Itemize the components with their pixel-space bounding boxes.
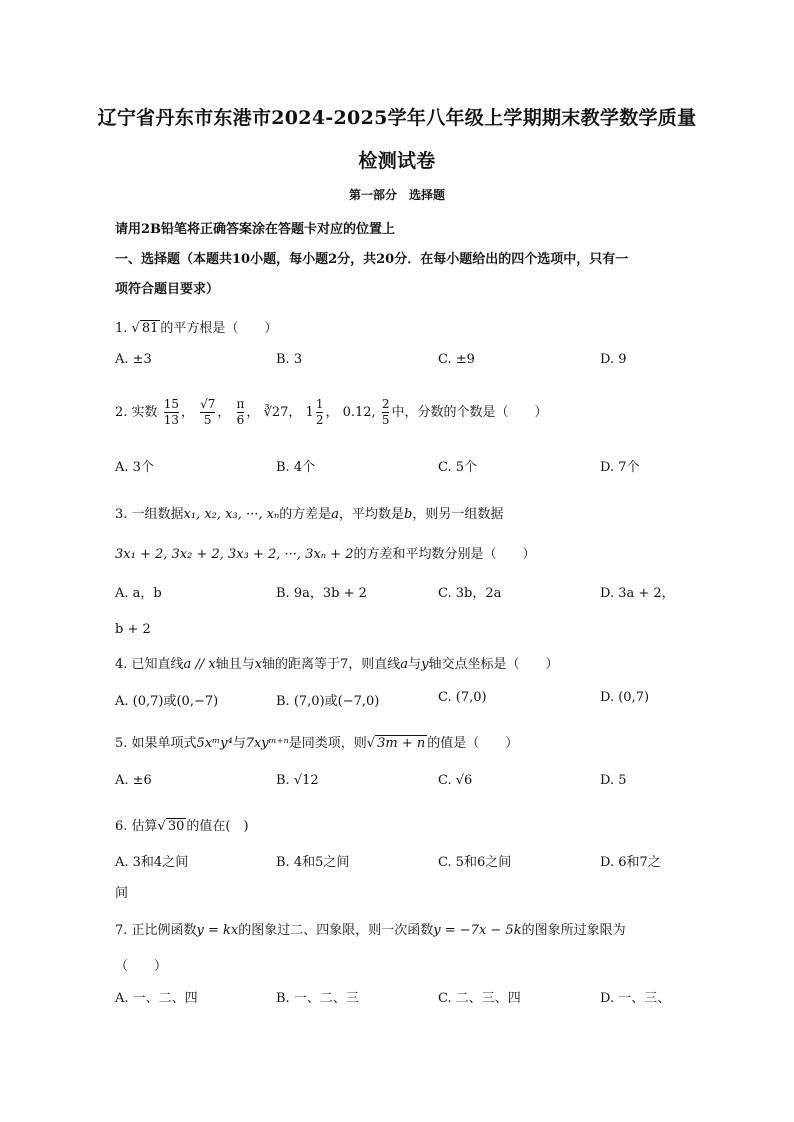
- q5-option-a: A. ±6: [115, 773, 152, 788]
- q2-option-a: A. 3个: [115, 460, 154, 475]
- sqrt-3m-n: √ 3m + n: [366, 736, 426, 751]
- q1-option-c: C. ±9: [438, 352, 475, 367]
- q5-option-d: D. 5: [600, 773, 627, 788]
- exam-title-line1: 辽宁省丹东市东港市2024-2025学年八年级上学期期末教学数学质量: [97, 107, 697, 129]
- q3-option-c: C. 3b，2a: [438, 586, 502, 601]
- fraction-pi-6: $\frac{\pi}{6}$: [236, 397, 245, 427]
- q7-option-d: D. 一、三、: [600, 991, 671, 1006]
- exam-title-line2: 检测试卷: [358, 150, 436, 172]
- section-heading-line2: 项符合题目要求）: [115, 282, 220, 297]
- fraction-1-2: $\frac{1}{2}$: [315, 397, 324, 427]
- sqrt-30: √ 30: [157, 819, 185, 834]
- q2-option-d: D. 7个: [600, 460, 640, 475]
- q3-option-b: B. 9a，3b + 2: [276, 586, 367, 601]
- q7-option-a: A. 一、二、四: [115, 991, 198, 1006]
- q1-option-d: D. 9: [600, 352, 627, 367]
- fraction-2-5: $\frac{2}{5}$: [381, 397, 390, 427]
- question-6: 6. 估算√ 30 的值在( ): [115, 819, 249, 834]
- q6-option-a: A. 3和4之间: [115, 855, 189, 870]
- question-4: 4. 已知直线a // x轴且与x轴的距离等于7，则直线a与y轴交点坐标是（ ）: [115, 657, 559, 672]
- q1-option-a: A. ±3: [115, 352, 152, 367]
- q3-option-a: A. a，b: [115, 586, 162, 601]
- part-heading: 第一部分 选择题: [348, 188, 445, 202]
- cube-root-27: ∛27: [263, 405, 289, 420]
- sqrt-81: √ 81: [131, 321, 159, 336]
- question-1: 1. √ 81 的平方根是（ ）: [115, 321, 278, 336]
- question-7: 7. 正比例函数y = kx的图象过二、四象限，则一次函数y = −7x − 5k的图象所过象限为: [115, 923, 626, 938]
- q4-option-c: C. (7,0): [438, 690, 487, 705]
- question-3-line2: 3x₁ + 2, 3x₂ + 2, 3x₃ + 2, ···, 3xₙ + 2的方差和平均数分别是（ ）: [115, 547, 536, 562]
- fraction-15-13: $\frac{15}{13}$: [163, 397, 179, 427]
- question-5: 5. 如果单项式5xᵐy⁴与7xyᵐ⁺ⁿ是同类项，则√ 3m + n 的值是（ ）: [115, 736, 519, 751]
- q4-option-d: D. (0,7): [600, 690, 650, 705]
- q2-option-c: C. 5个: [438, 460, 478, 475]
- q4-option-a: A. (0,7)或(0,−7): [115, 694, 219, 709]
- question-2: 2. 实数 $\frac{15}{13}$ ， $\frac{√7}{5}$ ， $\frac{\pi}{6}$ ， ∛27， 1 $\frac{1}{2}$ ， 0.12, $\frac{2}{5}$ 中，分数的个数是（ ）: [115, 397, 548, 427]
- q2-option-b: B. 4个: [276, 460, 316, 475]
- q5-option-b: B. √12: [276, 773, 319, 788]
- q6-option-c: C. 5和6之间: [438, 855, 512, 870]
- question-3-line1: 3. 一组数据x₁, x₂, x₃, ···, xₙ的方差是a，平均数是b，则另一组数据: [115, 507, 504, 522]
- q7-option-c: C. 二、三、四: [438, 991, 521, 1006]
- q6-option-b: B. 4和5之间: [276, 855, 350, 870]
- q1-option-b: B. 3: [276, 352, 303, 367]
- q7-option-b: B. 一、二、三: [276, 991, 359, 1006]
- q6-option-d-wrap: 间: [115, 886, 129, 901]
- section-heading-line1: 一、选择题（本题共10小题，每小题2分，共20分．在每小题给出的四个选项中，只有一: [115, 252, 629, 267]
- q6-option-d: D. 6和7之: [600, 855, 661, 870]
- q4-option-b: B. (7,0)或(−7,0): [276, 694, 380, 709]
- fraction-sqrt7-5: $\frac{√7}{5}$: [200, 397, 216, 427]
- question-7-line2: （ ）: [115, 959, 168, 974]
- q3-option-d-wrap: b + 2: [115, 622, 151, 637]
- q5-option-c: C. √6: [438, 773, 473, 788]
- q3-option-d: D. 3a + 2，: [600, 586, 675, 601]
- instruction-text: 请用2B铅笔将正确答案涂在答题卡对应的位置上: [115, 222, 396, 237]
